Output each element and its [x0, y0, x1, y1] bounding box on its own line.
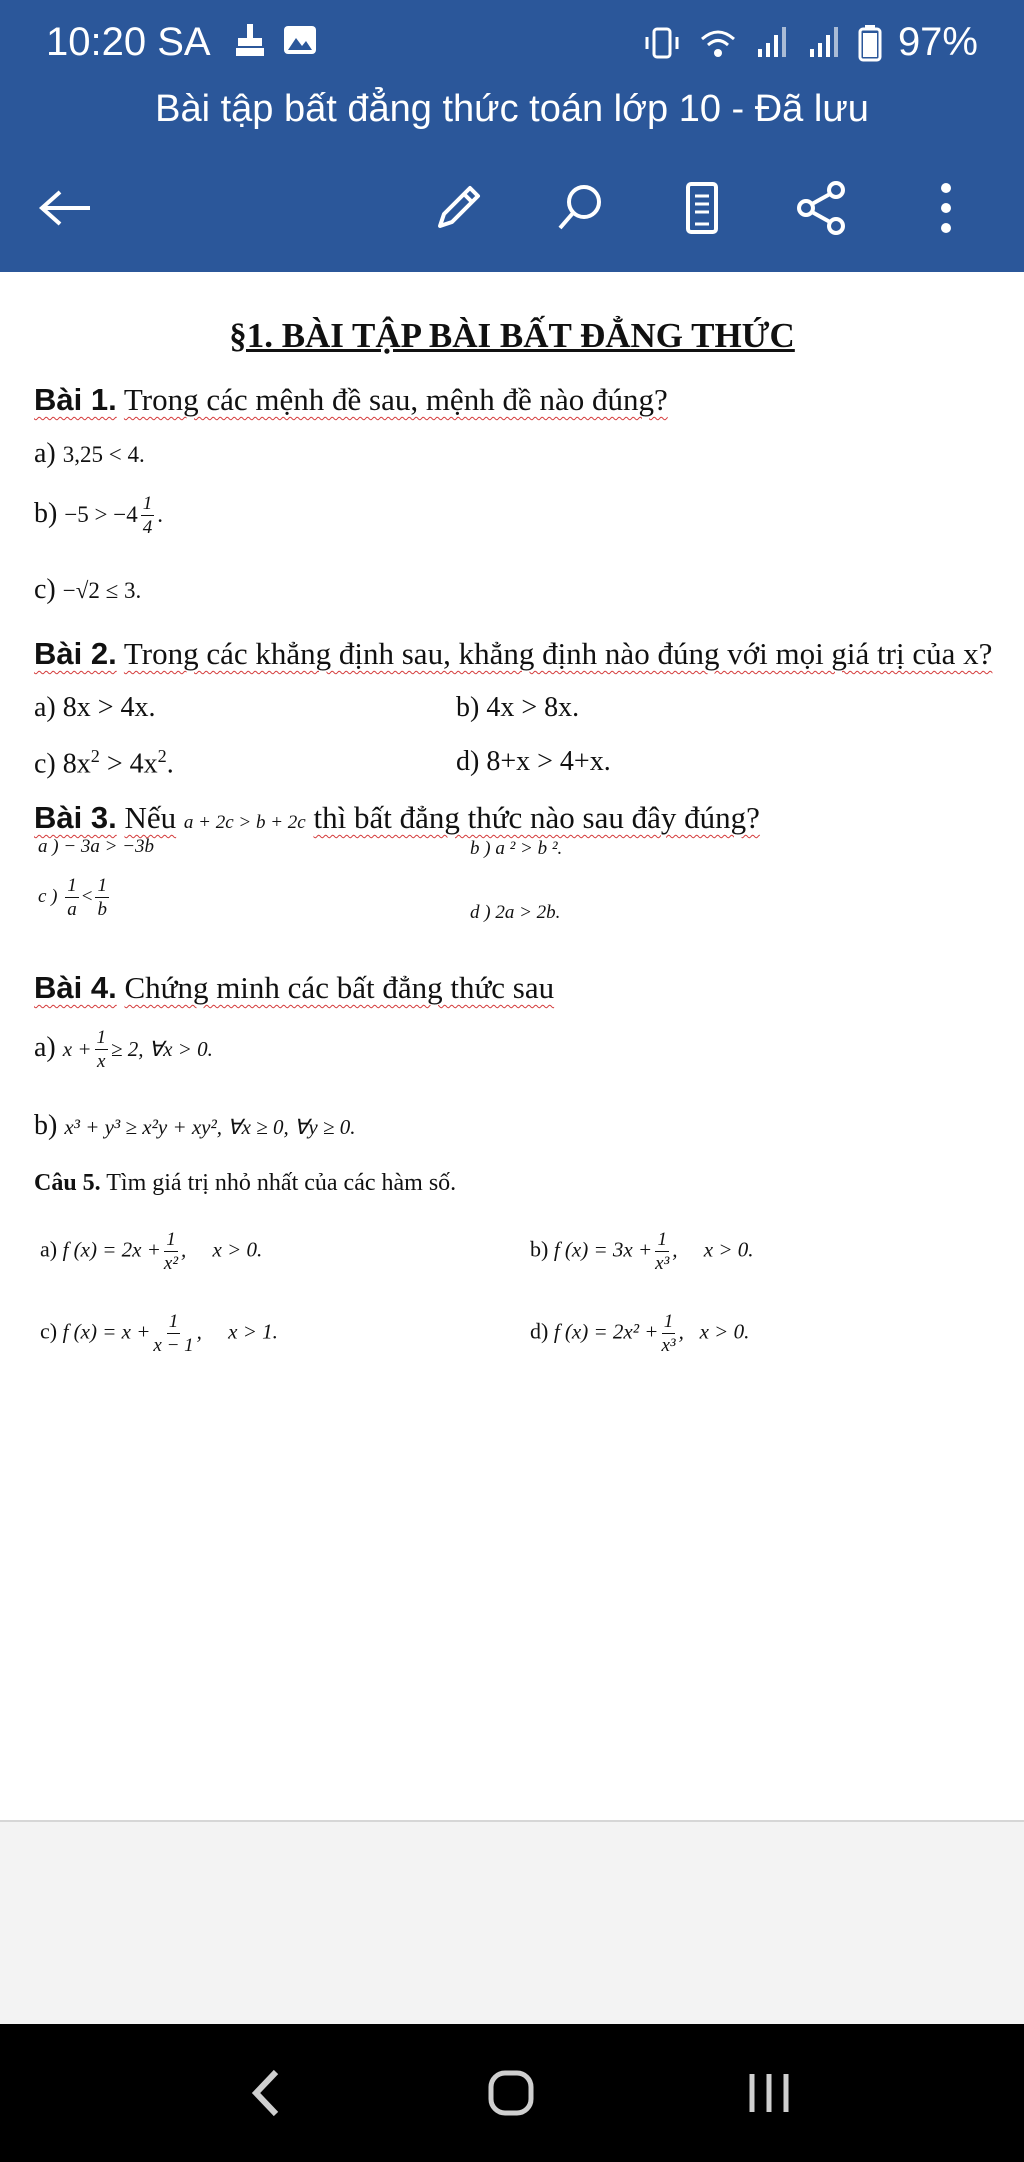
fraction-denominator: x — [97, 1051, 106, 1072]
bai1-option-a — [34, 438, 145, 470]
cau5-a-post: , x > 0. — [181, 1237, 263, 1262]
cau5-option-a — [40, 1230, 262, 1273]
bai1-label: Bài 1. — [34, 382, 117, 417]
cau5-b-pre: f (x) = 3x + — [553, 1237, 653, 1262]
fraction-numerator: 1 — [97, 875, 107, 896]
cau5-b-post: , x > 0. — [672, 1237, 754, 1262]
system-nav-bar — [0, 2024, 1024, 2162]
option-label: c ) — [38, 885, 58, 907]
cau5-label: Câu 5. — [34, 1170, 101, 1196]
fraction-numerator: 1 — [142, 493, 153, 514]
bai1-b-math: −5 > −4 — [64, 501, 138, 527]
fraction — [95, 876, 109, 919]
fraction — [95, 1028, 109, 1071]
bai1-b-fraction — [141, 494, 155, 537]
fraction — [65, 876, 79, 919]
more-icon — [936, 180, 956, 236]
page-heading: §1. BÀI TẬP BÀI BẤT ĐẲNG THỨC — [229, 316, 795, 355]
bai2-option-a: a) 8x > 4x. — [34, 692, 156, 723]
fraction-numerator: 1 — [663, 1311, 674, 1332]
bai2-label: Bài 2. — [34, 636, 117, 671]
bai3-option-a: a ) − 3a > −3b — [38, 836, 155, 857]
cau5-d-pre: f (x) = 2x² + — [553, 1319, 659, 1344]
bai4-b-math: x³ + y³ ≥ x²y + xy², ∀x ≥ 0, ∀y ≥ 0. — [64, 1115, 356, 1139]
option-label: a) — [34, 438, 56, 469]
bai3-option-c — [38, 876, 112, 919]
bai2-option-d: d) 8+x > 4+x. — [456, 746, 611, 777]
nav-recents-icon — [734, 2058, 804, 2128]
option-label: c) — [34, 574, 56, 605]
bai2-c-end: . — [166, 748, 174, 780]
bai1-b-end: . — [157, 501, 163, 527]
cau5-question — [34, 1170, 456, 1197]
signal-icon-1 — [754, 25, 790, 61]
more-options-button[interactable] — [914, 176, 978, 240]
nav-back-button[interactable] — [232, 2058, 302, 2128]
exponent: 2 — [157, 746, 167, 766]
cau5-c-post: , x > 1. — [196, 1319, 278, 1344]
app-bar — [0, 0, 1024, 272]
back-button[interactable] — [34, 176, 98, 240]
cau5-d-post: , x > 0. — [678, 1319, 750, 1344]
bai4-question — [34, 970, 554, 1006]
option-label: a) — [34, 1031, 56, 1063]
fraction-denominator: x³ — [661, 1335, 676, 1356]
fraction-denominator: b — [97, 899, 107, 920]
fraction-denominator: 4 — [142, 517, 153, 538]
cau5-option-d — [530, 1312, 749, 1355]
fraction-numerator: 1 — [657, 1229, 667, 1250]
bai4-option-a — [34, 1028, 213, 1071]
option-label: b) — [34, 497, 58, 529]
cau5-text: Tìm giá trị nhỏ nhất của các hàm số. — [106, 1170, 457, 1196]
fraction-numerator: 1 — [67, 875, 77, 896]
bai2-question — [34, 636, 992, 672]
bai4-text: Chứng minh các bất đẳng thức sau — [124, 970, 555, 1005]
bai4-a-rest: ≥ 2, ∀x > 0. — [111, 1036, 213, 1061]
bai2-c-pre: c) 8x — [34, 748, 91, 780]
bai2-c-mid: > 4x — [99, 748, 158, 780]
nav-back-icon — [232, 2058, 302, 2128]
back-icon — [38, 188, 94, 228]
bai3-option-d: d ) 2a > 2b. — [470, 902, 561, 923]
document-title: Bài tập bất đẳng thức toán lớp 10 - Đã lưu — [155, 88, 869, 130]
fraction — [655, 1230, 669, 1273]
fraction-denominator: x³ — [655, 1253, 670, 1274]
page-gap-area — [0, 1822, 1024, 2024]
bai1-question — [34, 382, 668, 418]
bai3-option-b: b ) a ² > b ². — [470, 838, 563, 859]
status-right — [642, 20, 978, 65]
bai3-condition: a + 2c > b + 2c — [183, 812, 306, 833]
bai1-text: Trong các mệnh đề sau, mệnh đề nào đúng? — [123, 382, 668, 417]
share-icon — [794, 180, 850, 236]
fraction-numerator: 1 — [168, 1311, 179, 1332]
share-button[interactable] — [790, 176, 854, 240]
cau5-c-pre: f (x) = x + — [62, 1319, 151, 1344]
bai1-option-c — [34, 574, 141, 606]
bai2-text: Trong các khẳng định sau, khẳng định nào đúng với mọi giá trị của x? — [123, 636, 993, 671]
bai4-option-b — [34, 1110, 355, 1142]
vibrate-icon — [642, 25, 682, 61]
option-label: a) — [40, 1236, 58, 1262]
bai3-question — [34, 800, 760, 836]
fraction — [661, 1312, 675, 1355]
nav-home-icon — [476, 2058, 546, 2128]
edit-button[interactable] — [426, 176, 490, 240]
fraction-denominator: x − 1 — [153, 1335, 194, 1356]
battery-icon — [858, 24, 882, 62]
signal-icon-2 — [806, 25, 842, 61]
option-label: c) — [40, 1318, 58, 1344]
fraction — [153, 1312, 193, 1355]
cau5-a-pre: f (x) = 2x + — [62, 1237, 161, 1262]
document-page[interactable] — [0, 272, 1024, 1822]
bai3-label: Bài 3. — [34, 800, 117, 835]
bai3-text-post: thì bất đẳng thức nào sau đây đúng? — [313, 800, 760, 835]
bai2-option-c — [34, 746, 174, 780]
exponent: 2 — [90, 746, 100, 766]
bai1-a-math: 3,25 < 4. — [62, 442, 145, 467]
option-label: b) — [530, 1236, 549, 1262]
fraction-numerator: 1 — [166, 1229, 176, 1250]
option-label: d) — [530, 1318, 549, 1344]
bai4-a-x: x + — [62, 1036, 92, 1061]
battery-level: 97% — [897, 20, 978, 64]
image-icon — [282, 22, 318, 58]
less-than: < — [81, 885, 93, 907]
nav-recents-button[interactable] — [734, 2058, 804, 2128]
wifi-icon — [698, 25, 738, 61]
option-label: b) — [34, 1110, 58, 1141]
bai4-label: Bài 4. — [34, 970, 117, 1005]
cleaner-icon — [232, 22, 268, 58]
bai1-c-math: −√2 ≤ 3. — [62, 578, 142, 603]
bai3-text-pre: Nếu — [124, 800, 177, 835]
pencil-icon — [430, 180, 486, 236]
fraction-denominator: a — [67, 899, 77, 920]
cau5-option-b — [530, 1230, 754, 1273]
bai2-option-b: b) 4x > 8x. — [456, 692, 580, 723]
reading-view-icon — [674, 180, 730, 236]
nav-home-button[interactable] — [476, 2058, 546, 2128]
status-time: 10:20 SA — [46, 20, 211, 64]
status-left-icons — [232, 22, 318, 58]
cau5-option-c — [40, 1312, 278, 1355]
reading-view-button[interactable] — [670, 176, 734, 240]
search-icon — [552, 180, 608, 236]
search-button[interactable] — [548, 176, 612, 240]
fraction — [164, 1230, 178, 1273]
fraction-denominator: x² — [163, 1253, 179, 1274]
bai1-option-b — [34, 494, 163, 537]
fraction-numerator: 1 — [96, 1027, 107, 1048]
